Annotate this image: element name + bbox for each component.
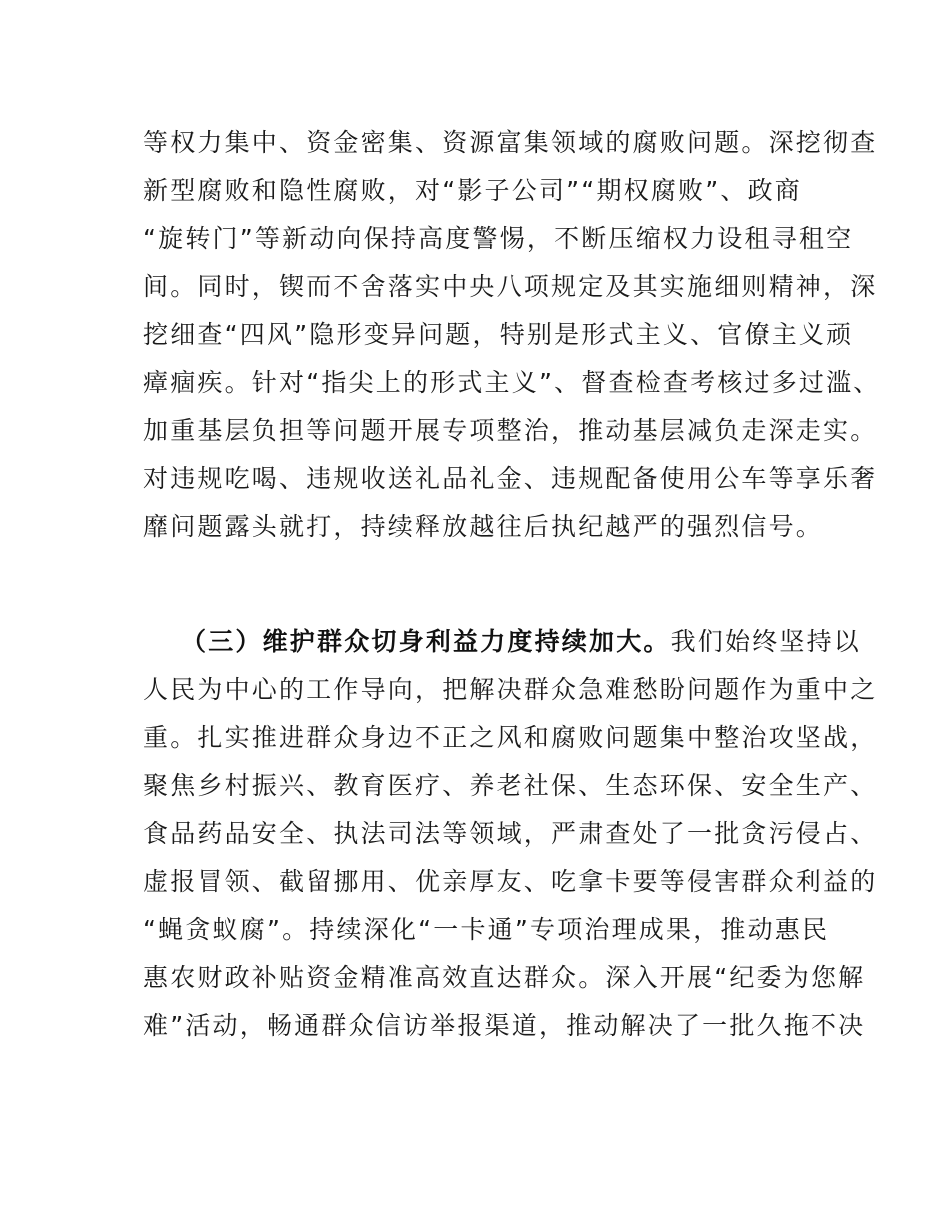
paragraph-2-first-line-text: 我们始终坚持以 <box>670 627 862 656</box>
paragraph-1-line: 靡问题露头就打，持续释放越往后执纪越严的强烈信号。 <box>143 512 824 541</box>
paragraph-2-line: 重。扎实推进群众身边不正之风和腐败问题集中整治攻坚战， <box>143 723 878 752</box>
paragraph-2-line: “蝇贪蚁腐”。持续深化“一卡通”专项治理成果，推动惠民 <box>143 915 830 944</box>
paragraph-2-line: 难”活动，畅通群众信访举报渠道，推动解决了一批久拖不决 <box>143 1011 866 1040</box>
paragraph-1-line: 挖细查“四风”隐形变异问题，特别是形式主义、官僚主义顽 <box>143 320 854 349</box>
paragraph-1 <box>143 119 881 551</box>
paragraph-2-line: 虚报冒领、截留挪用、优亲厚友、吃拿卡要等侵害群众利益的 <box>143 867 878 896</box>
paragraph-2-line: 聚焦乡村振兴、教育医疗、养老社保、生态环保、安全生产、 <box>143 771 878 800</box>
paragraph-1-line: 对违规吃喝、违规收送礼品礼金、违规配备使用公车等享乐奢 <box>143 464 878 493</box>
paragraph-1-line: 瘴痼疾。针对“指尖上的形式主义”、督查检查考核过多过滥、 <box>143 368 881 397</box>
paragraph-1-line: 等权力集中、资金密集、资源富集领域的腐败问题。深挖彻查 <box>143 128 878 157</box>
paragraph-1-line: 加重基层负担等问题开展专项整治，推动基层减负走深走实。 <box>143 416 878 445</box>
paragraph-1-line: “旋转门”等新动向保持高度警惕，不断压缩权力设租寻租空 <box>143 224 854 253</box>
paragraph-2-first-line <box>143 618 862 666</box>
paragraph-1-line: 间。同时，锲而不舍落实中央八项规定及其实施细则精神，深 <box>143 272 878 301</box>
paragraph-2-line: 食品药品安全、执法司法等领域，严肃查处了一批贪污侵占、 <box>143 819 878 848</box>
paragraph-1-line: 新型腐败和隐性腐败，对“影子公司”“期权腐败”、政商 <box>143 176 803 205</box>
paragraph-2-line: 惠农财政补贴资金精准高效直达群众。深入开展“纪委为您解 <box>143 963 866 992</box>
paragraph-2 <box>143 618 878 1050</box>
section-heading: （三）维护群众切身利益力度持续加大。 <box>181 627 671 656</box>
paragraph-2-line: 人民为中心的工作导向，把解决群众急难愁盼问题作为重中之 <box>143 675 878 704</box>
